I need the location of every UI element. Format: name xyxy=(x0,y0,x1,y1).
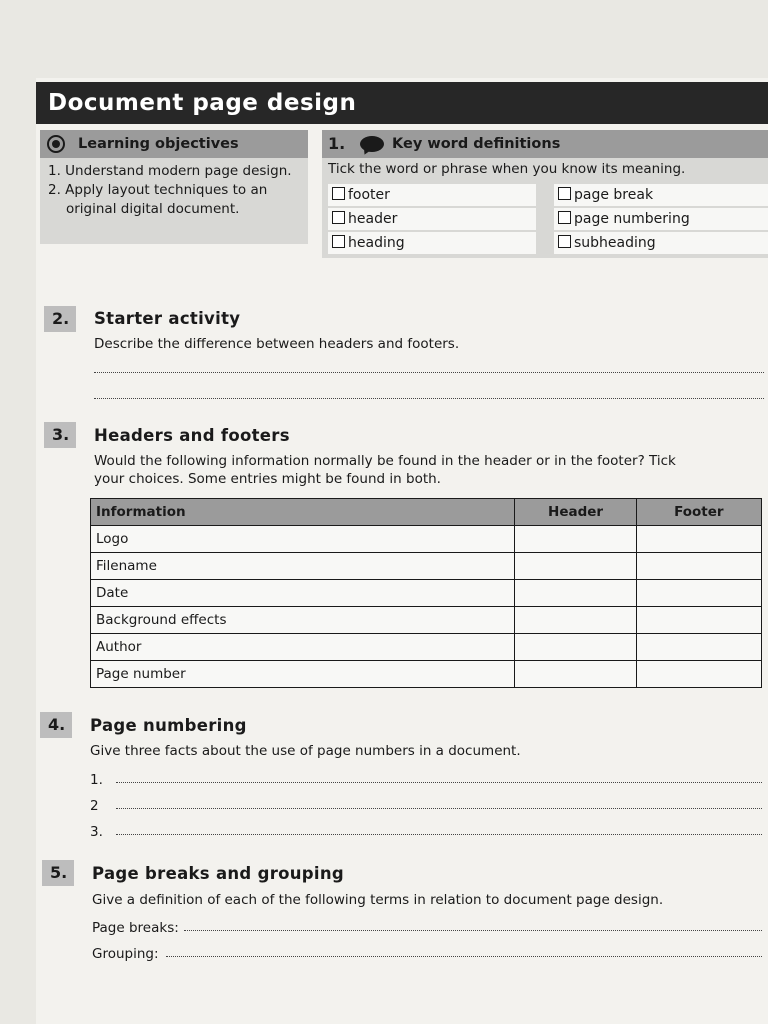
checkbox[interactable] xyxy=(332,235,345,248)
answer-line[interactable] xyxy=(94,398,764,399)
section-number: 5. xyxy=(42,860,74,886)
checkbox[interactable] xyxy=(332,187,345,200)
row-label: Logo xyxy=(91,526,515,553)
page-title: Document page design xyxy=(36,82,768,124)
term-page-break[interactable]: page break xyxy=(554,184,768,206)
answer-line[interactable] xyxy=(166,956,762,957)
section-prompt: Describe the difference between headers and footers. xyxy=(94,336,460,352)
section-number: 1. xyxy=(328,134,346,153)
header-tick-cell[interactable] xyxy=(515,607,636,634)
checkbox[interactable] xyxy=(558,187,571,200)
term-footer[interactable]: footer xyxy=(328,184,536,206)
checkbox[interactable] xyxy=(332,211,345,224)
header-tick-cell[interactable] xyxy=(515,634,636,661)
checkbox[interactable] xyxy=(558,211,571,224)
fact-number-2: 2 xyxy=(90,798,99,814)
footer-tick-cell[interactable] xyxy=(636,634,761,661)
column-header-information: Information xyxy=(91,499,515,526)
row-label: Author xyxy=(91,634,515,661)
term-label-grouping: Grouping: xyxy=(92,946,159,962)
table-row xyxy=(91,607,762,634)
header-footer-table xyxy=(90,498,762,688)
table-row xyxy=(91,661,762,688)
footer-tick-cell[interactable] xyxy=(636,661,761,688)
section-prompt: Give three facts about the use of page numbers in a document. xyxy=(90,743,521,759)
table-row xyxy=(91,553,762,580)
section-title: Starter activity xyxy=(94,309,241,328)
term-header[interactable]: header xyxy=(328,208,536,230)
section-prompt: Give a definition of each of the following terms in relation to document page design. xyxy=(92,892,664,908)
answer-line[interactable] xyxy=(116,834,762,835)
worksheet-page xyxy=(36,78,768,1024)
target-icon xyxy=(47,135,65,153)
answer-line[interactable] xyxy=(116,782,762,783)
header-tick-cell[interactable] xyxy=(515,553,636,580)
column-header-header: Header xyxy=(515,499,636,526)
learning-objectives-title: Learning objectives xyxy=(78,136,239,152)
objective-1: 1. Understand modern page design. xyxy=(48,163,292,179)
row-label: Background effects xyxy=(91,607,515,634)
column-header-footer: Footer xyxy=(636,499,761,526)
section-prompt-line-2: your choices. Some entries might be found in both. xyxy=(94,471,441,487)
answer-line[interactable] xyxy=(116,808,762,809)
header-tick-cell[interactable] xyxy=(515,580,636,607)
speech-bubble-icon xyxy=(360,136,384,152)
section-number: 4. xyxy=(40,712,72,738)
key-word-title: Key word definitions xyxy=(392,136,561,152)
term-subheading[interactable]: subheading xyxy=(554,232,768,254)
term-label-page-breaks: Page breaks: xyxy=(92,920,179,936)
answer-line[interactable] xyxy=(94,372,764,373)
table-row xyxy=(91,526,762,553)
header-tick-cell[interactable] xyxy=(515,526,636,553)
footer-tick-cell[interactable] xyxy=(636,526,761,553)
footer-tick-cell[interactable] xyxy=(636,580,761,607)
checkbox[interactable] xyxy=(558,235,571,248)
learning-objectives-header xyxy=(40,130,308,158)
key-word-box xyxy=(322,158,768,258)
section-title: Headers and footers xyxy=(94,426,290,445)
objective-2: 2. Apply layout techniques to an original digital document. xyxy=(48,182,268,217)
term-page-numbering[interactable]: page numbering xyxy=(554,208,768,230)
footer-tick-cell[interactable] xyxy=(636,607,761,634)
section-prompt-line-1: Would the following information normally be found in the header or in the footer? Tick xyxy=(94,453,676,469)
section-number: 3. xyxy=(44,422,76,448)
footer-tick-cell[interactable] xyxy=(636,553,761,580)
fact-number-1: 1. xyxy=(90,772,103,788)
row-label: Page number xyxy=(91,661,515,688)
row-label: Date xyxy=(91,580,515,607)
fact-number-3: 3. xyxy=(90,824,103,840)
row-label: Filename xyxy=(91,553,515,580)
section-title: Page breaks and grouping xyxy=(92,864,345,883)
header-tick-cell[interactable] xyxy=(515,661,636,688)
learning-objectives-box xyxy=(40,158,308,244)
key-word-header xyxy=(322,130,768,158)
table-row xyxy=(91,580,762,607)
table-header-row xyxy=(91,499,762,526)
answer-line[interactable] xyxy=(184,930,762,931)
table-row xyxy=(91,634,762,661)
key-word-instruction: Tick the word or phrase when you know its meaning. xyxy=(328,161,686,177)
section-title: Page numbering xyxy=(90,716,247,735)
section-number: 2. xyxy=(44,306,76,332)
term-heading[interactable]: heading xyxy=(328,232,536,254)
